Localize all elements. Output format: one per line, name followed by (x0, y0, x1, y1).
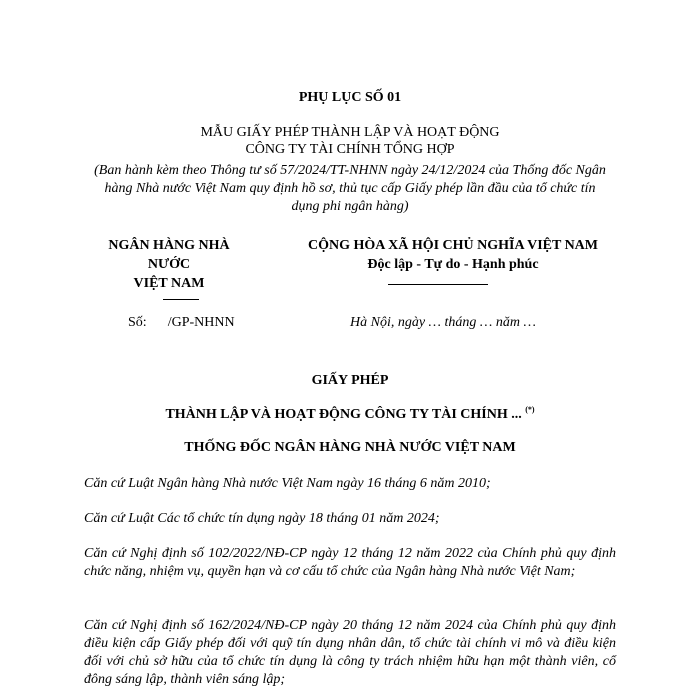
national-line2: Độc lập - Tự do - Hạnh phúc (367, 257, 539, 272)
license-subtitle-text: THÀNH LẬP VÀ HOẠT ĐỘNG CÔNG TY TÀI CHÍNH ... (165, 407, 522, 422)
form-title-line1: MẪU GIẤY PHÉP THÀNH LẬP VÀ HOẠT ĐỘNG (200, 125, 500, 140)
issuer-divider (163, 292, 199, 306)
number-label: Số: (128, 315, 147, 330)
basis-paragraph: Căn cứ Luật Ngân hàng Nhà nước Việt Nam ngày 16 tháng 6 năm 2010; (84, 476, 491, 491)
basis-paragraph: Căn cứ Luật Các tổ chức tín dụng ngày 18 tháng 01 năm 2024; (84, 511, 440, 526)
issued-note-text: (Ban hành kèm theo Thông tư số 57/2024/TT-NHNN ngày 24/12/2024 của Thống đốc Ngân hàng Nhà nước Việt Nam quy định hồ sơ, thủ tục cấp Giấy phép lần đầu của tổ chức tín dụng phi ngân hàng) (94, 163, 606, 214)
number-value: /GP-NHNN (167, 315, 235, 330)
issuer-header (88, 236, 250, 293)
place-date: Hà Nội, ngày … tháng … năm … (350, 315, 536, 330)
national-divider (388, 284, 488, 285)
license-title: GIẤY PHÉP (311, 373, 389, 388)
license-number (128, 315, 235, 331)
form-title-line2: CÔNG TY TÀI CHÍNH TỔNG HỢP (245, 142, 455, 157)
license-subtitle (0, 405, 700, 423)
appendix-title: PHỤ LỤC SỐ 01 (298, 90, 402, 105)
national-header (290, 236, 616, 274)
issuer-line2: VIỆT NAM (133, 276, 205, 291)
basis-paragraph: Căn cứ Nghị định số 162/2024/NĐ-CP ngày 20 tháng 12 năm 2024 của Chính phủ quy định điều kiện cấp Giấy phép đối với quỹ tín dụng nhân dân, tổ chức tài chính vi mô và điều kiện đối với chủ sở hữu của tổ chức tín dụng là công ty trách nhiệm hữu hạn một thành viên, cổ đông sáng lập, thành viên sáng lập; (84, 618, 616, 687)
basis-paragraph: Căn cứ Nghị định số 102/2022/NĐ-CP ngày 12 tháng 12 năm 2022 của Chính phủ quy định chức năng, nhiệm vụ, quyền hạn và cơ cấu tổ chức của Ngân hàng Nhà nước Việt Nam; (84, 546, 616, 579)
national-line1: CỘNG HÒA XÃ HỘI CHỦ NGHĨA VIỆT NAM (307, 238, 598, 253)
issuer-line1: NGÂN HÀNG NHÀ NƯỚC (108, 238, 230, 272)
authority-title: THỐNG ĐỐC NGÂN HÀNG NHÀ NƯỚC VIỆT NAM (184, 440, 516, 455)
form-title (0, 124, 700, 158)
issued-note (0, 162, 700, 216)
footnote-marker: (*) (525, 405, 535, 414)
